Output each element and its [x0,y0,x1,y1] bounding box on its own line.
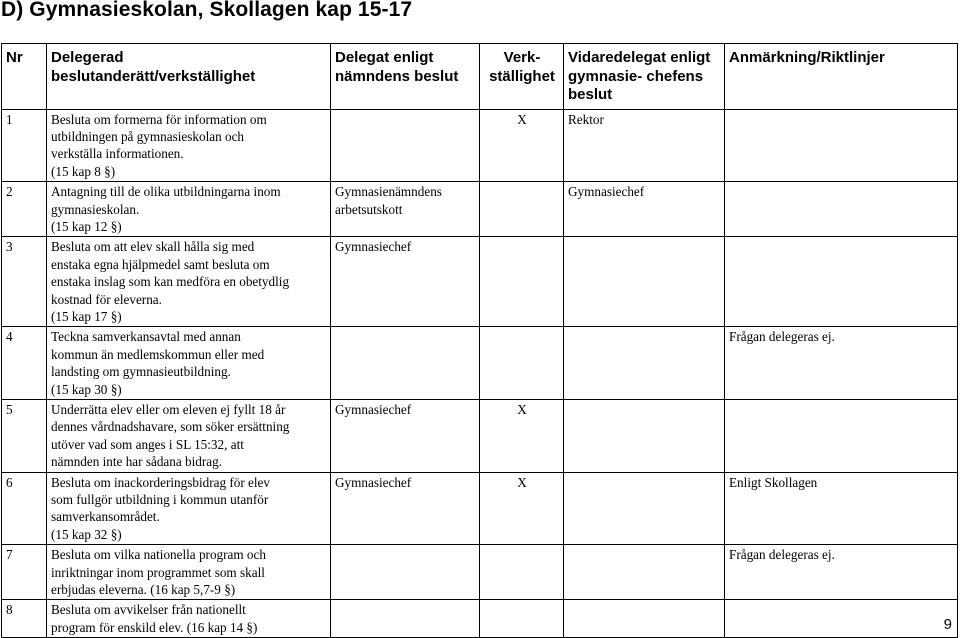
cell-anmarkning [725,182,958,237]
cell-delegerad-line: erbjudas eleverna. (16 kap 5,7-9 §) [51,582,236,598]
cell-nr: 6 [2,472,47,545]
cell-delegerad-line: Besluta om avvikelser från nationellt [51,602,246,618]
cell-delegerad [47,545,331,600]
cell-delegat [331,237,480,327]
cell-verkstallighet: X [480,472,564,545]
cell-delegerad-line: Besluta om att elev skall hålla sig med [51,239,255,255]
cell-nr: 2 [2,182,47,237]
cell-delegerad-line: nämnden inte har sådana bidrag. [51,454,223,470]
cell-delegerad [47,109,331,182]
cell-delegerad-line: Underrätta elev eller om eleven ej fyllt 18 år [51,402,286,417]
cell-delegat [331,400,480,473]
cell-anmarkning: Enligt Skollagen [725,472,958,545]
table-row [2,237,958,327]
table-row [2,472,958,545]
cell-delegerad-line: enstaka egna hjälpmedel samt besluta om [51,256,270,272]
cell-delegerad [47,400,331,473]
cell-anmarkning: Frågan delegeras ej. [725,327,958,400]
cell-delegerad-line: Besluta om inackorderingsbidrag för elev [51,474,270,490]
cell-delegerad-line: kostnad för eleverna. [51,291,162,307]
cell-delegat [331,109,480,182]
cell-verkstallighet: X [480,109,564,182]
table-row [2,545,958,600]
cell-delegerad-line: gymnasieskolan. [51,201,140,217]
col-header-delegerad [47,44,331,110]
cell-delegat [331,327,480,400]
cell-delegerad-line: Antagning till de olika utbildningarna inom [51,184,281,200]
table-header [2,44,958,110]
cell-delegerad [47,182,331,237]
col-header-delegerad-line: Delegerad [51,49,124,66]
cell-verkstallighet [480,237,564,327]
col-header-verkstallighet [480,44,564,110]
cell-delegerad-line: (15 kap 17 §) [51,308,122,324]
delegation-table [1,43,958,638]
cell-delegerad-line: enstaka inslag som kan medföra en obetydlig [51,274,290,290]
cell-verkstallighet: X [480,400,564,473]
cell-vidaredelegat [564,400,725,473]
cell-delegat-line: Gymnasiechef [335,402,412,417]
cell-nr: 7 [2,545,47,600]
cell-nr: 3 [2,237,47,327]
cell-verkstallighet [480,545,564,600]
cell-vidaredelegat: Rektor [564,109,725,182]
cell-delegerad [47,327,331,400]
table-row [2,327,958,400]
col-header-verk-line: ställighet [489,67,555,85]
col-header-nr: Nr [2,44,47,110]
col-header-vidare-line: gymnasie- chefens [568,67,704,85]
cell-delegat-line: arbetsutskott [335,201,403,217]
cell-delegat-line: Gymnasiechef [335,239,412,255]
cell-verkstallighet [480,182,564,237]
cell-anmarkning: Frågan delegeras ej. [725,545,958,600]
cell-delegat [331,472,480,545]
cell-delegerad-line: verkställa informationen. [51,146,184,162]
cell-delegat-line: Gymnasiechef [335,474,412,490]
col-header-vidare-line: beslut [568,86,613,103]
cell-anmarkning [725,237,958,327]
cell-delegerad [47,472,331,545]
cell-nr: 5 [2,400,47,473]
cell-delegerad-line: Teckna samverkansavtal med annan [51,329,241,345]
cell-vidaredelegat [564,327,725,400]
cell-delegerad-line: utbildningen på gymnasieskolan och [51,128,245,144]
cell-delegerad-line: (15 kap 8 §) [51,163,116,179]
cell-delegerad-line: kommun än medlemskommun eller med [51,346,265,362]
cell-anmarkning [725,109,958,182]
cell-delegerad-line: (15 kap 30 §) [51,381,122,397]
cell-vidaredelegat [564,600,725,638]
cell-vidaredelegat: Gymnasiechef [564,182,725,237]
cell-delegat [331,182,480,237]
cell-delegerad-line: (15 kap 12 §) [51,218,122,234]
cell-delegat-line: Gymnasienämndens [335,184,442,200]
page-heading: D) Gymnasieskolan, Skollagen kap 15-17 [1,0,413,21]
header-row [2,44,958,110]
cell-delegerad-line: program för enskild elev. (16 kap 14 §) [51,619,258,635]
col-header-namnden-line: nämndens beslut [335,67,459,85]
cell-nr: 1 [2,109,47,182]
cell-verkstallighet [480,327,564,400]
cell-delegerad-line: samverkansområdet. [51,509,160,525]
cell-delegerad-line: landsting om gymnasieutbildning. [51,364,231,380]
table-row [2,182,958,237]
col-header-delegerad-line: beslutanderätt/verkställighet [51,67,256,85]
table-body [2,109,958,638]
cell-delegerad [47,600,331,638]
cell-delegerad-line: Besluta om vilka nationella program och [51,547,266,563]
cell-vidaredelegat [564,472,725,545]
cell-vidaredelegat [564,545,725,600]
cell-delegerad-line: utöver vad som anges i SL 15:32, att [51,436,244,452]
table-row [2,600,958,638]
col-header-vidaredelegat [564,44,725,110]
cell-delegerad [47,237,331,327]
cell-anmarkning [725,400,958,473]
col-header-verk-line: Verk- [503,49,541,66]
col-header-namnden [331,44,480,110]
cell-nr: 4 [2,327,47,400]
cell-anmarkning [725,600,958,638]
table-row [2,109,958,182]
col-header-anmarkning: Anmärkning/Riktlinjer [725,44,958,110]
col-header-namnden-line: Delegat enligt [335,49,434,66]
cell-delegerad-line: Besluta om formerna för information om [51,111,267,127]
cell-delegerad-line: inriktningar inom programmet som skall [51,564,265,580]
page-number: 9 [943,616,952,633]
table-row [2,400,958,473]
cell-delegerad-line: (15 kap 32 §) [51,526,122,542]
cell-delegat [331,600,480,638]
cell-delegerad-line: dennes vårdnadshavare, som söker ersättning [51,419,290,435]
cell-verkstallighet [480,600,564,638]
cell-nr: 8 [2,600,47,638]
cell-delegat [331,545,480,600]
cell-delegerad-line: som fullgör utbildning i kommun utanför [51,492,269,508]
col-header-vidare-line: Vidaredelegat enligt [568,49,711,66]
cell-vidaredelegat [564,237,725,327]
